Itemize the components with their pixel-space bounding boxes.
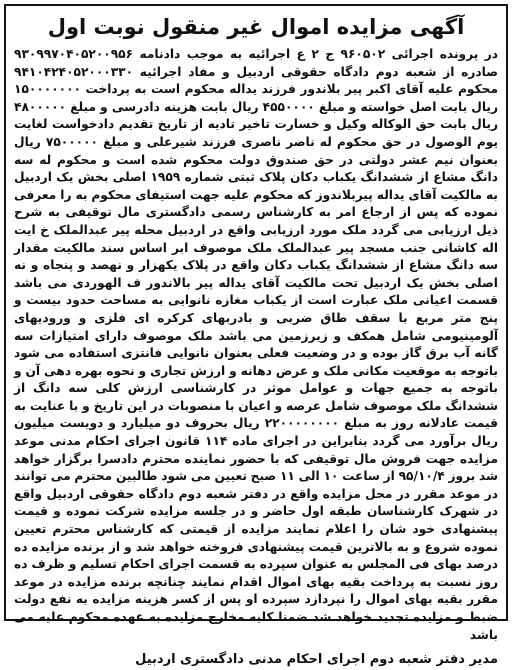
notice-body: در پرونده اجرائی ۹۶۰۵۰۲ ج ۲ ع اجرائیه به موجب دادنامه ۹۳۰۹۹۷۰۴۰۵۲۰۰۹۵۶ صادره از شعبه دوم دادگاه حقوقی اردبیل و مفاد اجرائیه ۹۴۱۰۴۲۴۰۵۲۰۰۰۳۳۰ محکوم علیه آقای اکبر پیر بلاندور فرزند یداله محکوم است به پرداخت ۱۵۰۰۰۰۰۰۰ ریال بابت اصل خواسته و مبلغ ۴۵۵۰۰۰۰ ریال بابت هزینه دادرسی و مبلغ ۴۸۰۰۰۰۰ ریال بابت حق الوکاله وکیل و خسارت تاخیر تادیه از تاریخ تقدیم دادخواست لغایت یوم الوصول در حق محکوم له ناصر ناصری فرزند شیرعلی و مبلغ ۷۵۰۰۰۰۰ ریال بعنوان نیم عشر دولتی در حق صندوق دولت محکوم شده است و محکوم له سه دانگ مشاع از ششدانگ یکباب دکان پلاک ثبتی شماره ۱۹۵۹ اصلی بخش یک اردبیل به مالکیت آقای یداله پیربلاندوز که محکوم علیه جهت استیفای محکوم به را معرفی نموده که پس از ارجاع امر به کارشناس رسمی دادگستری مال توقیفی به شرح ذیل ارزیابی می گردد ملک مورد ارزیابی واقع در اردبیل محله پیر عبدالملک خ ایت اله کاشانی جنب مسجد پیر عبدالملک ملک موصوف ابر اساس سند مالکیت مقدار سه دانگ مشاع از ششدانگ یکباب دکان واقع در پلاک یکهزار و نهصد و پنجاه و نه اصلی بخش یک اردبیل تحت مالکیت آقای یداله پیر بالاندور ف الهوردی می باشد قسمت اعیانی ملک عبارت است از یکباب مغازه نانوایی به مساحت حدود بیست و پنج متر مربع با سقف طاق ضربی و بادربهای کرکره ای فلزی و ورودیهای آلومینیومی شامل همکف و زیرزمین می باشد ملک موصوف دارای امتیازات سه گانه آب برق گاز بوده و در وضعیت فعلی بعنوان نانوایی فانتزی استفاده می شود باتوجه به موقعیت مکانی ملک و عرض دهانه و ارزش تجاری و نحوه بهره دهی آن و باتوجه به جمیع جهات و عوامل موثر در کارشناسی ارزش کلی سه دانگ از ششدانگ ملک موصوف شامل عرصه و اعیان با منصوبات در این تاریخ و با عنایت به قیمت عادلانه روز به مبلغ ۲۲۰۰۰۰۰۰۰۰ ریال بحروف دو میلیارد و دویست میلیون ریال برآورد می گردد بنابراین در اجرای ماده ۱۱۴ قانون اجرای احکام مدنی موعد مزایده جهت فروش مال توقیفی که با حضور نماینده محترم دادسرا برگزار خواهد شد بروز ۹۵/۱۰/۴ از ساعت ۱۰ الی ۱۱ صبح تعیین می شود طالبین محترم می توانند در موعد مقرر در محل مزایده واقع در دفتر شعبه دوم دادگاه حقوقی اردبیل واقع در شهرک کارشناسان طبقه اول حاضر و در جلسه مزایده شرکت نموده و قیمت پیشنهادی خود شان را اعلام نمایند مزایده از قیمتی که کارشناس محترم تعیین نموده شروع و به بالاترین قیمت پیشنهادی فروخته خواهد شد و از برنده مزایده ده درصد بهای فی المجلس به عنوان سپرده به قسمت اجرای احکام تسلیم و ظرف ده روز نسبت به پرداخت بقیه بهای اموال اقدام نمایند چنانچه برنده مزایده در موعد مقرر بقیه بهای اموال را نپردازد سپرده او پس از کسر هزینه مزایده به نفع دولت ضبط و مزایده تجدید خواهد شد ضمنا کلیه مخارج مزایده به عهده محکوم علیه می باشد <box>14 47 499 642</box>
legal-notice <box>4 4 508 668</box>
notice-title: آگهی مزایده اموال غیر منقول نوبت اول <box>47 15 465 39</box>
notice-signature: مدیر دفتر شعبه دوم اجرای احکام مدنی دادگستری اردبیل <box>135 652 498 668</box>
